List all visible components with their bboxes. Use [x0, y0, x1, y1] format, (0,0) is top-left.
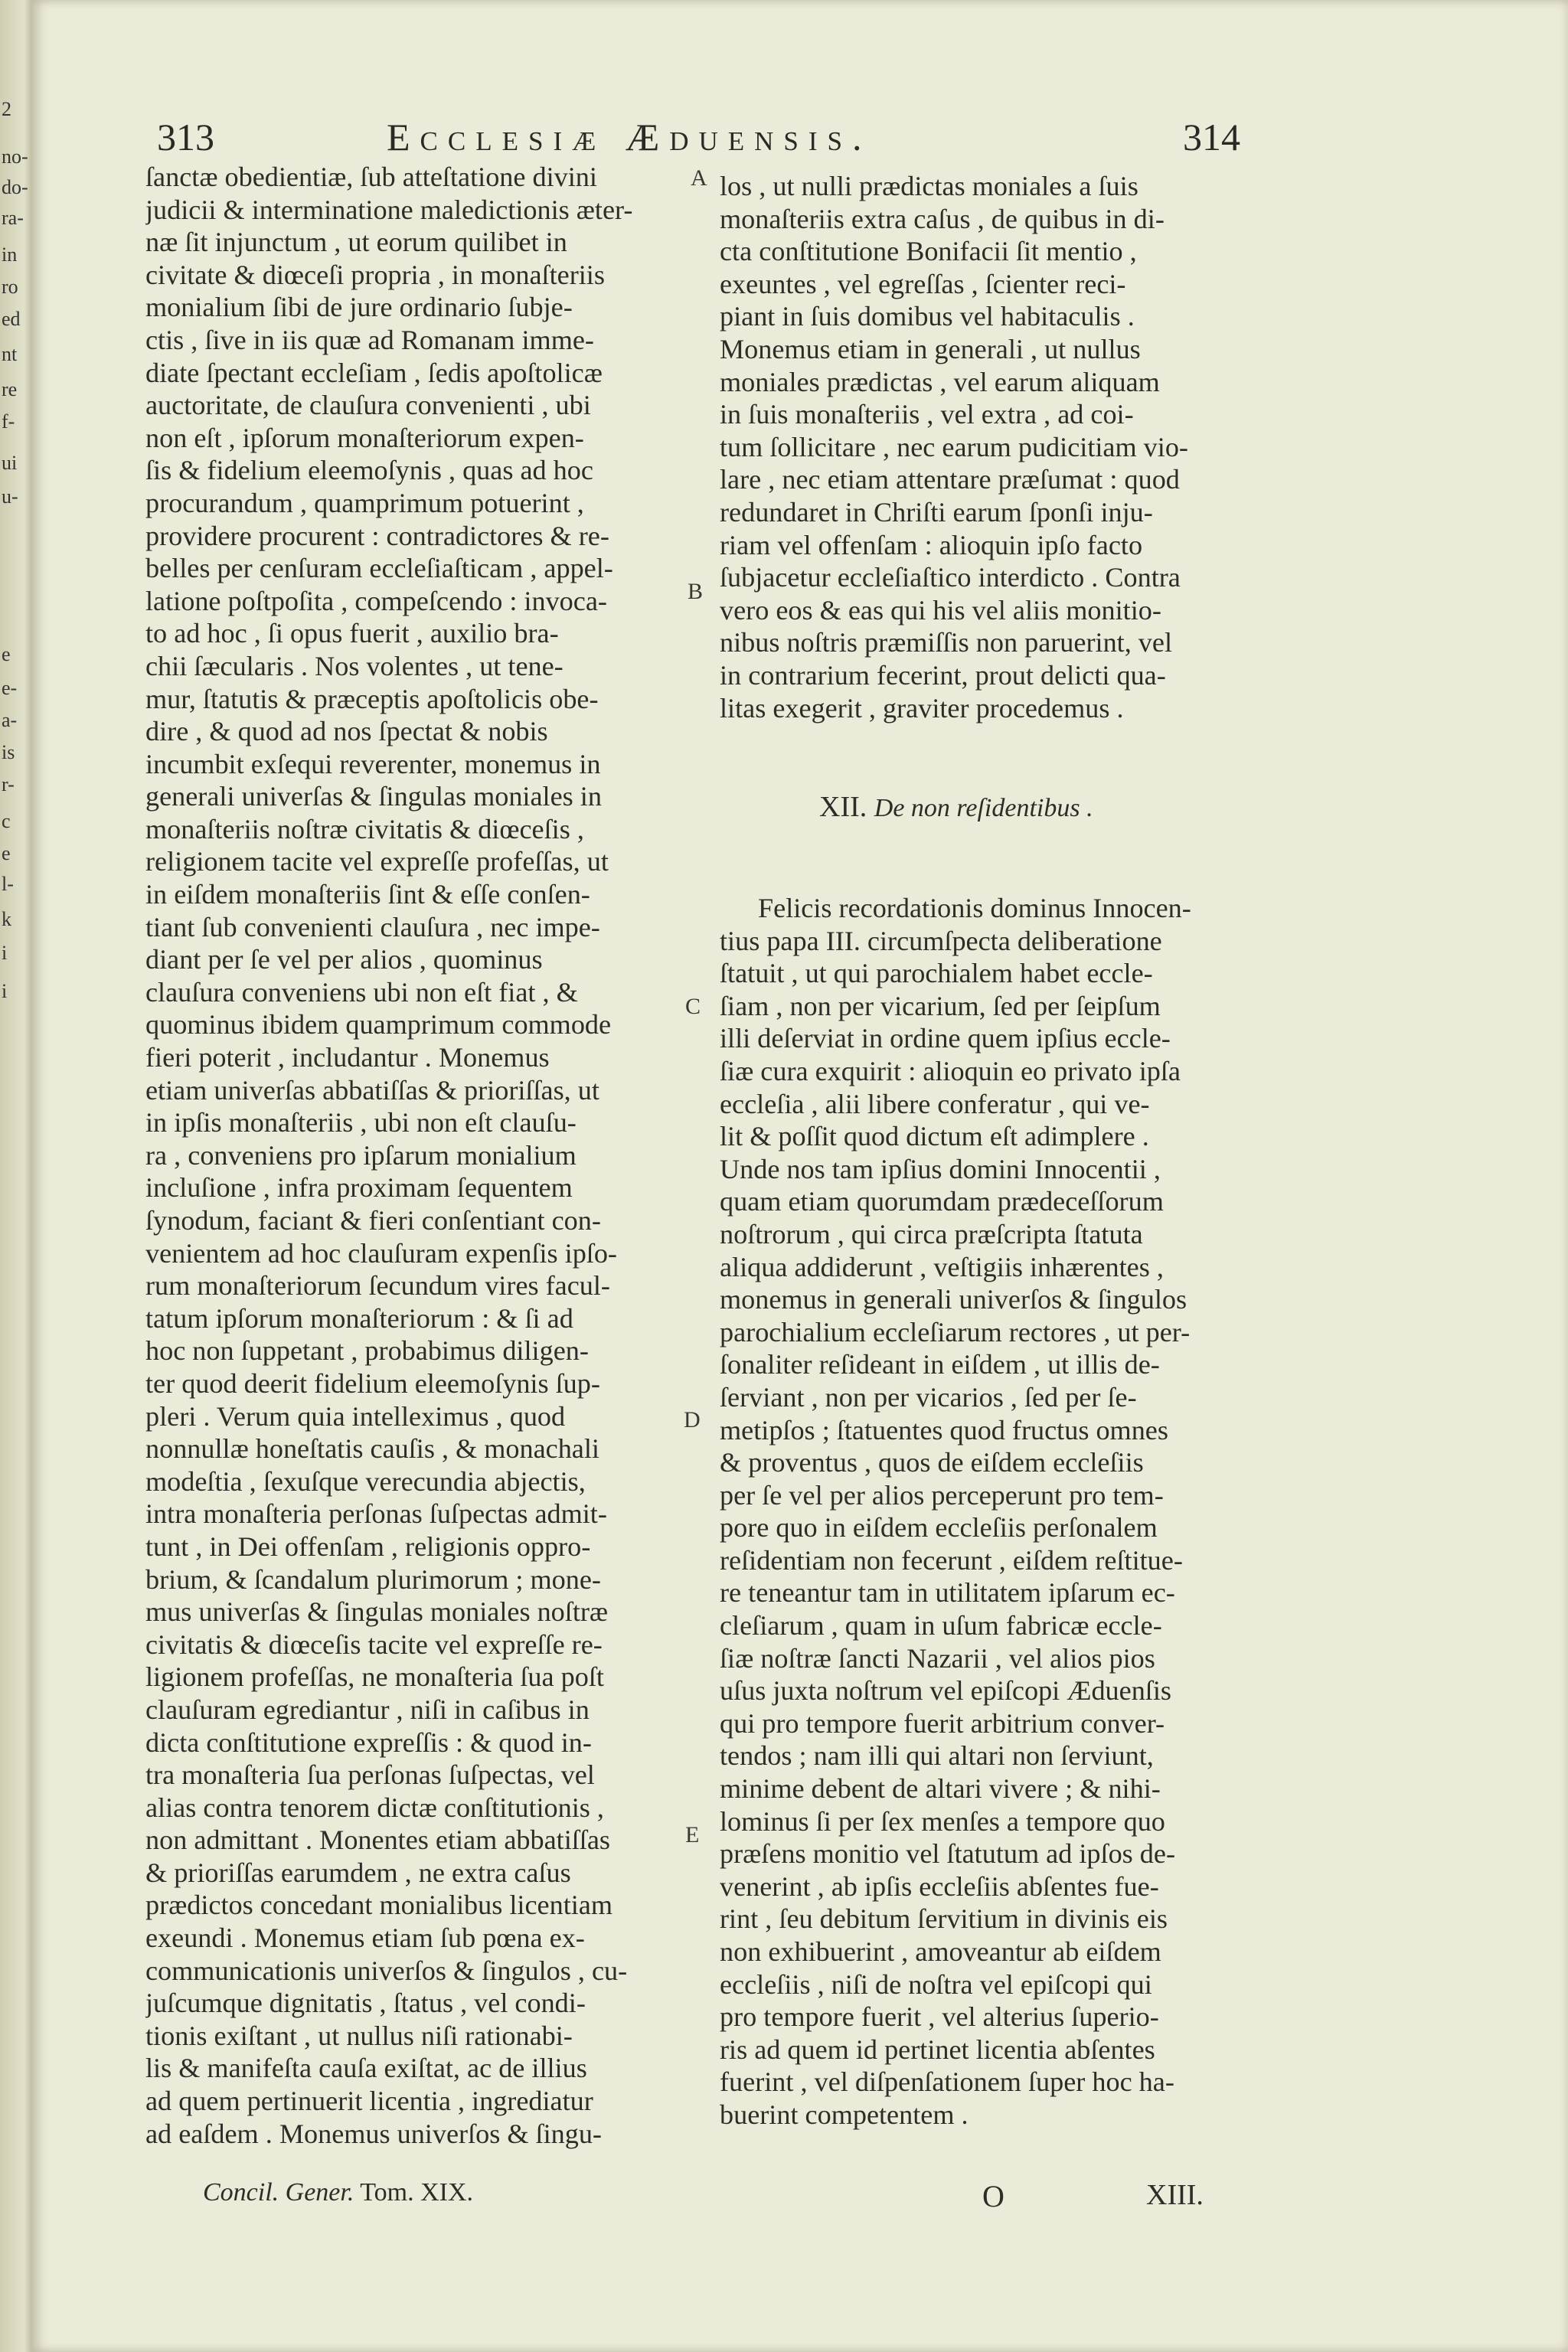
text-line: per ſe vel per alios perceperunt pro tem-	[720, 1479, 1164, 1511]
margin-marker-c: C	[685, 994, 701, 1019]
text-line: moniales prædictas , vel earum aliquam	[720, 366, 1160, 397]
text-line: providere procurent : contradictores & re-	[145, 520, 609, 551]
text-line: re teneantur tam in utilitatem ipſarum ec-	[720, 1577, 1175, 1609]
text-line: uſus juxta noſtrum vel epiſcopi Æduenſis	[720, 1675, 1171, 1707]
text-line: ſiæ cura exquirit : alioquin eo privato ipſa	[720, 1055, 1181, 1086]
text-line: reſidentiam non fecerunt , eiſdem reſtitue-	[720, 1544, 1183, 1576]
text-line: fieri poterit , includantur . Monemus	[145, 1042, 550, 1073]
text-line: to ad hoc , ſi opus fuerit , auxilio bra-	[145, 618, 559, 649]
footer-reference-volume: Tom. XIX.	[360, 2178, 474, 2207]
text-line: dicta conſtitutione expreſſis : & quod in-	[145, 1726, 592, 1758]
margin-marker-e: E	[685, 1822, 700, 1847]
text-line: non admittant . Monentes etiam abbatiſſas	[145, 1824, 611, 1856]
text-line: tunt , in Dei offenſam , religionis oppro-	[145, 1530, 591, 1562]
section-heading	[819, 790, 1093, 824]
text-line: brium, & ſcandalum plurimorum ; mone-	[145, 1563, 601, 1595]
adjacent-page-fragment: re	[2, 378, 18, 400]
adjacent-page-fragment: is	[2, 741, 15, 763]
text-line: in ſuis monaſteriis , vel extra , ad coi-	[720, 399, 1134, 430]
text-line: aliqua addiderunt , veſtigiis inhærentes ,	[720, 1251, 1164, 1282]
margin-marker-a: A	[691, 165, 707, 191]
margin-marker-d: D	[684, 1407, 701, 1432]
section-title: De non reſidentibus .	[874, 794, 1093, 822]
text-line: chii ſæcularis . Nos volentes , ut tene-	[145, 650, 564, 681]
text-line: clauſura conveniens ubi non eſt fiat , &	[145, 976, 578, 1008]
adjacent-page-fragment: ra-	[2, 207, 24, 229]
adjacent-page-fragment: nt	[2, 343, 18, 365]
text-line: fuerint , vel diſpenſationem ſuper hoc ha-	[720, 2066, 1174, 2098]
right-column-text-top	[720, 170, 1253, 724]
text-line: quam etiam quorumdam prædeceſſorum	[720, 1186, 1164, 1217]
text-line: qui pro tempore fuerit arbitrium conver-	[720, 1707, 1165, 1739]
text-line: cleſiarum , quam in uſum fabricæ eccle-	[720, 1610, 1162, 1642]
text-line: ſubjacetur eccleſiaſtico interdicto . Contra	[720, 562, 1181, 593]
text-line: tiant ſub convenienti clauſura , nec impe-	[145, 911, 600, 942]
text-line: exeundi . Monemus etiam ſub pœna ex-	[145, 1922, 585, 1954]
text-line: diant per ſe vel per alios , quominus	[145, 944, 543, 975]
footer-reference	[203, 2178, 473, 2207]
text-line: auctoritate, de clauſura convenienti , ubi	[145, 390, 591, 421]
text-line: in eiſdem monaſteriis ſint & eſſe conſen-	[145, 879, 590, 910]
running-title: Ecclesiæ Æduensis.	[387, 116, 872, 158]
text-line: cta conſtitutione Bonifacii ſit mentio ,	[720, 236, 1137, 267]
text-line: intra monaſteria perſonas ſuſpectas admit-	[145, 1498, 607, 1530]
catchword: XIII.	[1146, 2179, 1204, 2211]
text-line: rint , ſeu debitum ſervitium in divinis eis	[720, 1903, 1168, 1935]
text-line: Felicis recordationis dominus Innocen-	[758, 893, 1191, 923]
text-line: judicii & interminatione maledictionis æter-	[145, 194, 633, 225]
text-line: nonnullæ honeſtatis cauſis , & monachali	[145, 1433, 599, 1465]
text-line: monemus in generali univerſos & ſingulos	[720, 1284, 1187, 1315]
text-line: lare , nec etiam attentare præſumat : quod	[720, 464, 1180, 495]
text-line: prædictos concedant monialibus licentiam	[145, 1890, 613, 1921]
text-line: procurandum , quamprimum potuerint ,	[145, 487, 584, 518]
adjacent-page-fragment: l-	[2, 873, 14, 895]
text-line: pro tempore fuerit , vel alterius ſuperio-	[720, 2001, 1159, 2033]
adjacent-page-fragment: do-	[2, 176, 28, 198]
adjacent-page-fragment: no-	[2, 145, 28, 168]
text-line: modeſtia , ſexuſque verecundia abjectis,	[145, 1465, 586, 1497]
text-line: tius papa III. circumſpecta deliberatione	[720, 925, 1162, 956]
text-line: & prioriſſas earumdem , ne extra caſus	[145, 1857, 571, 1888]
text-line: Monemus etiam in generali , ut nullus	[720, 333, 1141, 364]
adjacent-page-fragment: ro	[2, 276, 18, 298]
text-line: lominus ſi per ſex menſes a tempore quo	[720, 1805, 1165, 1837]
adjacent-page-fragment: ed	[2, 308, 21, 330]
text-line: belles per cenſuram eccleſiaſticam , appel-	[145, 553, 613, 584]
text-line: lit & poſſit quod dictum eſt adimplere .	[720, 1121, 1149, 1152]
text-line: ligionem profeſſas, ne monaſteria ſua poſt	[145, 1661, 604, 1693]
text-line: ris ad quem id pertinet licentia abſentes	[720, 2034, 1155, 2065]
text-line: ra , conveniens pro ipſarum monialium	[145, 1139, 577, 1171]
text-line: exeuntes , vel egreſſas , ſcienter reci-	[720, 268, 1126, 299]
text-line: ad eaſdem . Monemus univerſos & ſingu-	[145, 2118, 602, 2149]
text-line: præſens monitio vel ſtatutum ad ipſos de-	[720, 1838, 1176, 1870]
text-line: in contrarium fecerint, prout delicti qua-	[720, 659, 1166, 691]
text-line: illi deſerviat in ordine quem ipſius eccle-	[720, 1023, 1171, 1054]
right-page-number: 314	[1183, 116, 1240, 158]
text-line: ad quem pertinuerit licentia , ingrediatur	[145, 2086, 593, 2117]
text-line: tionis exiſtant , ut nullus niſi rationabi-	[145, 2020, 573, 2051]
adjacent-page-fragment: u-	[2, 485, 18, 508]
text-line: noſtrorum , qui circa præſcripta ſtatuta	[720, 1218, 1143, 1250]
text-line: mus univerſas & ſingulas moniales noſtræ	[145, 1596, 609, 1628]
text-line: diate ſpectant eccleſiam , ſedis apoſtolicæ	[145, 357, 603, 388]
adjacent-page-fragment: e-	[2, 677, 18, 699]
text-line: non exhibuerint , amoveantur ab eiſdem	[720, 1936, 1161, 1967]
adjacent-page-fragment: ui	[2, 452, 18, 474]
text-line: incluſione , infra proximam ſequentem	[145, 1172, 573, 1204]
text-line: civitatis & diœceſis tacite vel expreſſe re-	[145, 1628, 603, 1660]
text-line: nibus noſtris præmiſſis non paruerint, vel	[720, 627, 1173, 658]
text-line: venientem ad hoc clauſuram expenſis ipſo-	[145, 1237, 617, 1269]
text-line: etiam univerſas abbatiſſas & prioriſſas, ut	[145, 1074, 599, 1106]
adjacent-page-fragment: c	[2, 810, 11, 832]
footer-reference-title: Concil. Gener.	[203, 2178, 354, 2207]
text-line: minime debent de altari vivere ; & nihi-	[720, 1773, 1161, 1805]
text-line: los , ut nulli prædictas moniales a ſuis	[720, 171, 1138, 201]
text-line: eccleſiis , niſi de noſtra vel epiſcopi qui	[720, 1968, 1152, 2000]
text-line: monaſteriis noſtræ civitatis & diœceſis ,	[145, 813, 584, 844]
text-line: quominus ibidem quamprimum commode	[145, 1009, 612, 1040]
text-line: riam vel offenſam : alioquin ipſo facto	[720, 529, 1143, 560]
text-line: litas exegerit , graviter procedemus .	[720, 692, 1124, 724]
adjacent-page-fragment: i	[2, 980, 8, 1002]
text-line: buerint competentem .	[720, 2099, 969, 2130]
signature-mark: O	[982, 2179, 1004, 2213]
adjacent-page-fragment: e	[2, 842, 11, 864]
text-line: monialium ſibi de jure ordinario ſubje-	[145, 292, 573, 323]
text-line: monaſteriis extra caſus , de quibus in di-	[720, 203, 1165, 234]
text-line: næ ſit injunctum , ut eorum quilibet in	[145, 227, 567, 258]
section-number: XII.	[819, 791, 867, 823]
text-line: latione poſtpoſita , compeſcendo : invoca-	[145, 585, 607, 616]
text-line: juſcumque dignitatis , ſtatus , vel condi-	[145, 1988, 586, 2019]
text-line: lis & manifeſta cauſa exiſtat, ac de illius	[145, 2053, 587, 2084]
adjacent-page-fragment: e	[2, 643, 11, 665]
text-line: in ipſis monaſteriis , ubi non eſt clauſu-	[145, 1107, 577, 1138]
text-line: piant in ſuis domibus vel habitaculis .	[720, 301, 1135, 332]
text-line: pore quo in eiſdem eccleſiis perſonalem	[720, 1512, 1158, 1544]
text-line: communicationis univerſos & ſingulos , cu-	[145, 1955, 628, 1986]
adjacent-page-fragment: k	[2, 908, 11, 930]
left-column-text	[145, 161, 675, 2150]
text-line: ſis & fidelium eleemoſynis , quas ad hoc	[145, 455, 593, 486]
text-line: civitate & diœceſi propria , in monaſteriis	[145, 259, 605, 290]
text-line: mur, ſtatutis & præceptis apoſtolicis obe-	[145, 683, 599, 714]
text-line: Unde nos tam ipſius domini Innocentii ,	[720, 1153, 1161, 1184]
text-line: ſerviant , non per vicarios , ſed per ſe-	[720, 1381, 1137, 1413]
text-line: alias contra tenorem dictæ conſtitutionis ,	[145, 1792, 604, 1823]
text-line: ſonaliter reſideant in eiſdem , ut illis de-	[720, 1349, 1160, 1380]
text-line: ſtatuit , ut qui parochialem habet eccle-	[720, 958, 1153, 989]
text-line: ctis , ſive in iis quæ ad Romanam imme-	[145, 324, 594, 355]
right-column-text-bottom	[720, 892, 1253, 2132]
text-line: rum monaſteriorum ſecundum vires facul-	[145, 1270, 610, 1302]
adjacent-page-fragment: in	[2, 243, 18, 266]
text-line: tum ſollicitare , nec earum pudicitiam vio-	[720, 431, 1188, 462]
adjacent-page-fragment: i	[2, 942, 8, 964]
adjacent-page-fragment: f-	[2, 410, 15, 433]
text-line: tatum ipſorum monaſteriorum : & ſi ad	[145, 1302, 573, 1334]
text-line: hoc non ſuppetant , probabimus diligen-	[145, 1335, 589, 1367]
text-line: venerint , ab ipſis eccleſiis abſentes fue-	[720, 1870, 1159, 1902]
text-line: tra monaſteria ſua perſonas ſuſpectas, vel	[145, 1759, 595, 1791]
text-line: ſiæ noſtræ ſancti Nazarii , vel alios pios	[720, 1642, 1155, 1674]
text-line: incumbit exſequi reverenter, monemus in	[145, 748, 601, 779]
text-line: non eſt , ipſorum monaſteriorum expen-	[145, 422, 584, 453]
adjacent-page-fragment: r-	[2, 773, 15, 795]
text-line: ſynodum, faciant & fieri conſentiant con-	[145, 1205, 601, 1236]
text-line: eccleſia , alii libere conferatur , qui ve-	[720, 1088, 1150, 1119]
text-line: pleri . Verum quia intelleximus , quod	[145, 1400, 566, 1432]
text-line: & proventus , quos de eiſdem eccleſiis	[720, 1447, 1144, 1478]
text-line: tendos ; nam illi qui altari non ſerviunt,	[720, 1740, 1154, 1772]
text-line: generali univerſas & ſingulas moniales in	[145, 781, 602, 812]
text-line: religionem tacite vel expreſſe profeſſas, ut	[145, 846, 609, 877]
text-line: metipſos ; ſtatuentes quod fructus omnes	[720, 1414, 1168, 1446]
adjacent-page-fragment: a-	[2, 709, 18, 731]
text-line: clauſuram egrediantur , niſi in caſibus in	[145, 1694, 590, 1725]
text-line: dire , & quod ad nos ſpectat & nobis	[145, 716, 548, 747]
margin-marker-b: B	[688, 579, 704, 604]
text-line: redundaret in Chriſti earum ſponſi inju-	[720, 496, 1153, 528]
adjacent-page-fragment: 2	[2, 98, 11, 120]
left-page-number: 313	[157, 116, 214, 158]
text-line: parochialium eccleſiarum rectores , ut per-	[720, 1316, 1191, 1348]
text-line: vero eos & eas qui his vel aliis monitio-	[720, 594, 1161, 626]
text-line: ſiam , non per vicarium, ſed per ſeipſum	[720, 990, 1161, 1021]
text-line: ſanctæ obedientiæ, ſub atteſtatione divini	[145, 162, 597, 192]
text-line: ter quod deerit fidelium eleemoſynis ſup-	[145, 1367, 600, 1399]
